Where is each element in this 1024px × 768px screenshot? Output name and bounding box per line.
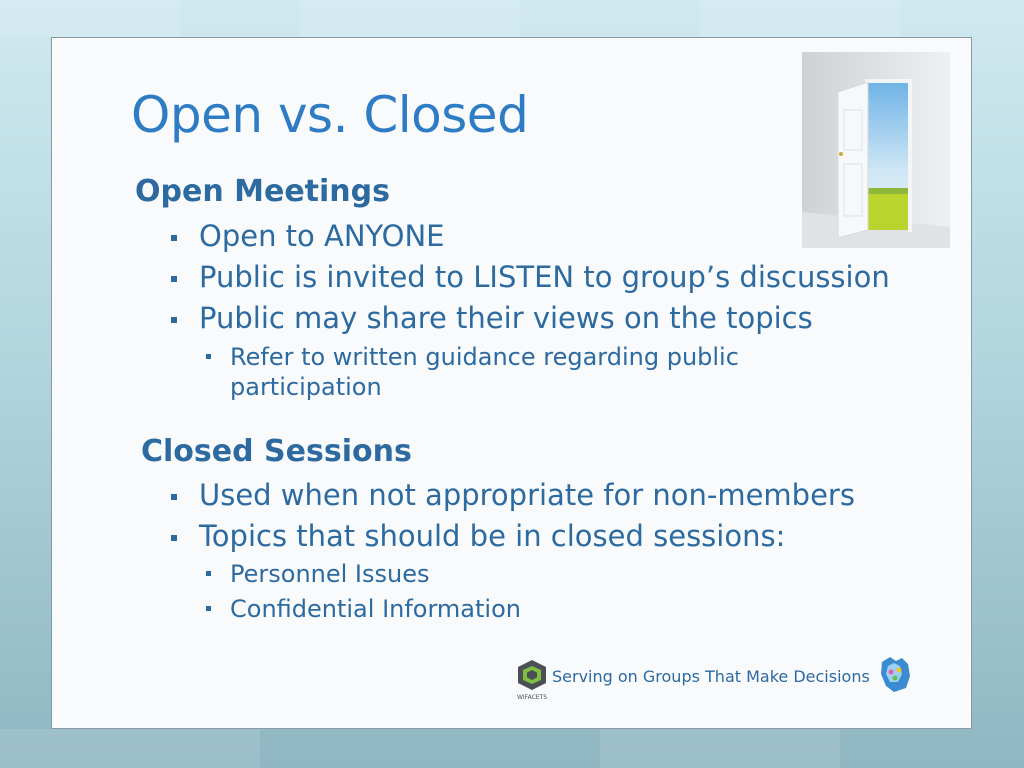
- bg-tile: [0, 729, 260, 768]
- sub-bullet-closed-1: [230, 559, 830, 589]
- bullet-text: Personnel Issues: [230, 560, 430, 588]
- bullet-open-1: [199, 219, 445, 253]
- open-door-icon: [802, 52, 950, 248]
- wisconsin-map-icon-svg: [878, 654, 914, 694]
- bullet-marker: [171, 317, 177, 323]
- wisconsin-map-icon: [878, 654, 914, 694]
- bullet-text: Confidential Information: [230, 595, 521, 623]
- bullet-closed-1: [199, 478, 855, 512]
- bg-tile: [300, 0, 520, 37]
- bullet-marker: [171, 494, 177, 500]
- bullet-open-2: [199, 260, 890, 294]
- footer-text: Serving on Groups That Make Decisions: [552, 667, 870, 686]
- bullet-text: Public may share their views on the topics: [199, 301, 813, 335]
- sub-bullet-open-1: [230, 342, 830, 402]
- bullet-marker: [171, 535, 177, 541]
- slide-title: Open vs. Closed: [131, 86, 529, 144]
- wifacets-logo: [512, 658, 552, 702]
- bullet-marker: [206, 571, 211, 576]
- bullet-marker: [206, 354, 211, 359]
- bullet-marker: [206, 606, 211, 611]
- section-heading-closed: Closed Sessions: [141, 434, 412, 469]
- wifacets-logo-label: WIFACETS: [516, 694, 548, 701]
- bg-tile: [700, 0, 900, 37]
- bullet-open-3: [199, 301, 813, 335]
- bullet-marker: [171, 235, 177, 241]
- bullet-closed-2: [199, 519, 785, 553]
- bullet-text: Public is invited to LISTEN to group’s discussion: [199, 260, 890, 294]
- slide-canvas: [51, 37, 972, 729]
- bg-tile: [600, 729, 840, 768]
- open-door-photo: [802, 52, 950, 248]
- wifacets-logo-icon: [512, 658, 552, 702]
- bullet-text: Refer to written guidance regarding public participation: [230, 343, 739, 401]
- bg-tile: [0, 0, 180, 37]
- section-heading-open: Open Meetings: [135, 174, 390, 209]
- bullet-text: Topics that should be in closed sessions:: [199, 519, 786, 553]
- bullet-text: Used when not appropriate for non-members: [199, 478, 855, 512]
- sub-bullet-closed-2: [230, 594, 830, 624]
- bullet-text: Open to ANYONE: [199, 219, 445, 253]
- bullet-marker: [171, 276, 177, 282]
